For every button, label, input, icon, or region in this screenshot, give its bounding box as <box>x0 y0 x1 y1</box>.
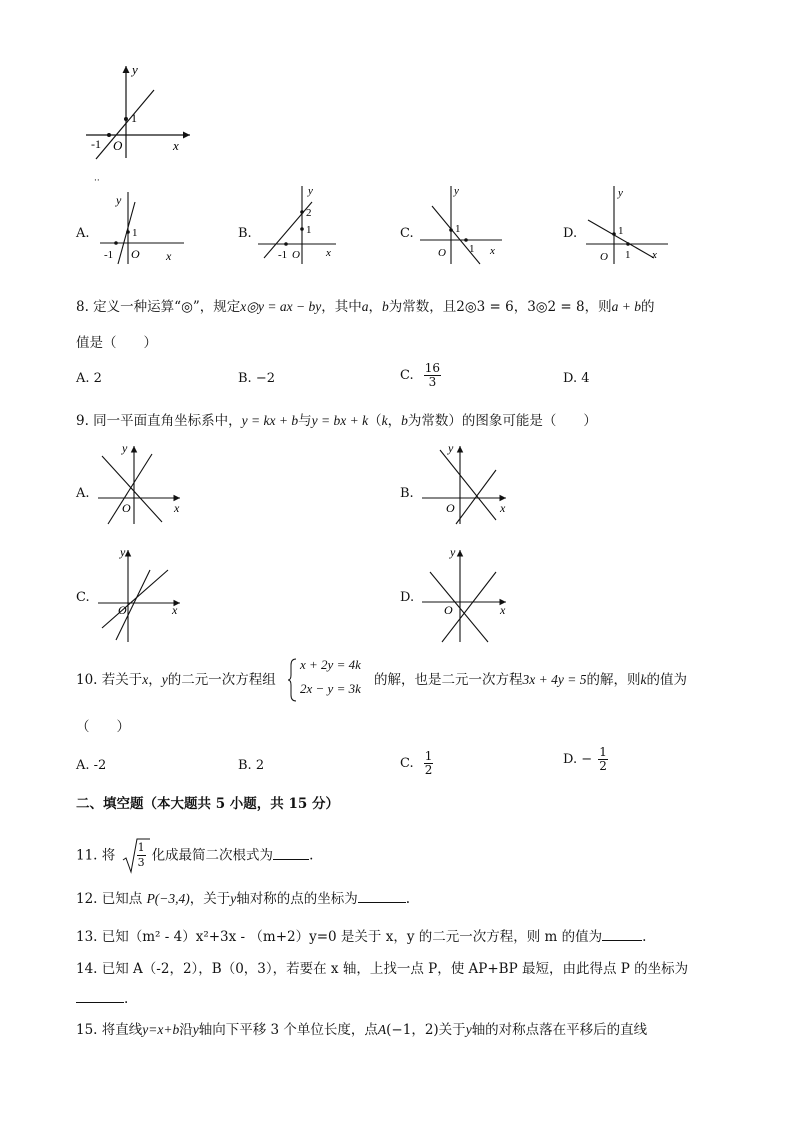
q11: 11. 将 $\frac{1}{3}$ 化成最简二次根式为 . <box>76 838 313 874</box>
q13: 13. 已知（m² - 4）x²+3x - （m+2）y=0 是关于 x，y 的二元一次方程，则 m 的值为 . <box>76 929 647 945</box>
q9-option-a-letter[interactable]: A. <box>76 486 90 501</box>
svg-text:y: y <box>116 193 122 207</box>
svg-text:x: x <box>652 249 657 261</box>
top-graph <box>80 60 200 160</box>
svg-text:1: 1 <box>618 225 624 237</box>
q10-stem: 10. 若关于x，y的二元一次方程组 <box>76 672 276 688</box>
svg-text:y: y <box>454 185 459 197</box>
q10-option-c[interactable]: C. $\frac{1}{2}$ <box>400 749 433 777</box>
svg-text:O: O <box>444 603 453 617</box>
svg-text:y: y <box>450 545 456 559</box>
q9-option-c-letter[interactable]: C. <box>76 590 90 605</box>
q7-option-b-letter[interactable]: B. <box>238 226 252 241</box>
svg-text:2: 2 <box>306 207 312 219</box>
q7-option-a-letter[interactable]: A. <box>76 226 90 241</box>
q10-option-b[interactable]: B. 2 <box>238 758 265 773</box>
svg-text:y: y <box>122 441 128 455</box>
svg-text:y: y <box>308 185 313 197</box>
q8-option-d[interactable]: D. 4 <box>563 371 590 386</box>
q9-option-d-graph <box>418 544 518 644</box>
svg-text:O: O <box>446 501 455 515</box>
svg-text:-1: -1 <box>104 249 114 261</box>
q7-option-c-letter[interactable]: C. <box>400 226 414 241</box>
svg-text:x: x <box>500 603 506 617</box>
svg-text:x: x <box>172 603 178 617</box>
svg-text:x: x <box>166 249 172 263</box>
q9-option-b-letter[interactable]: B. <box>400 486 414 501</box>
svg-text:-1: -1 <box>278 249 288 261</box>
q8-option-c[interactable]: C. $\frac{16}{3}$ <box>400 361 441 389</box>
svg-text:O: O <box>131 247 140 261</box>
svg-text:O: O <box>600 251 608 263</box>
q10-option-a[interactable]: A. -2 <box>76 758 107 773</box>
svg-text:1: 1 <box>469 243 475 255</box>
q9-option-b-graph <box>418 440 518 526</box>
svg-text:1: 1 <box>625 249 631 261</box>
q10-stem-line2: （ ） <box>76 719 130 735</box>
svg-text:y: y <box>448 441 454 455</box>
tick-label: -1 <box>91 137 101 151</box>
svg-text:O: O <box>118 603 127 617</box>
svg-text:O: O <box>122 501 131 515</box>
stray-mark: ·· <box>94 176 100 186</box>
q7-option-b-graph <box>256 182 341 264</box>
q10-option-d[interactable]: D. − $\frac{1}{2}$ <box>563 745 607 773</box>
q15: 15. 将直线y=x+b沿y轴向下平移 3 个单位长度，点A(−1，2)关于y轴的对称点落在平移后的直线 <box>76 1022 648 1038</box>
q12: 12. 已知点 P(−3,4)，关于y轴对称的点的坐标为 . <box>76 891 411 907</box>
svg-text:O: O <box>292 249 300 261</box>
svg-text:1: 1 <box>306 224 312 236</box>
svg-text:1: 1 <box>455 223 461 235</box>
svg-text:x: x <box>490 245 495 257</box>
tick-label: 1 <box>131 111 137 125</box>
svg-text:y: y <box>618 187 623 199</box>
q9-option-a-graph <box>94 440 194 526</box>
svg-text:x: x <box>500 501 506 515</box>
q7-option-a-graph <box>98 188 188 266</box>
q10-stem-b: 的解，也是二元一次方程3x + 4y = 5的解，则k的值为 <box>374 672 687 688</box>
svg-text:x: x <box>326 247 331 259</box>
q14: 14. 已知 A（-2，2），B（0，3），若要在 x 轴，上找一点 P，使 AP+BP 最短，由此得点 P 的坐标为 <box>76 961 689 977</box>
svg-text:x: x <box>174 501 180 515</box>
axis-y-label: y <box>132 62 138 77</box>
q8-stem: 8. 定义一种运算“◎”，规定x◎y = ax − by，其中a，b为常数，且2◎3 = 6，3◎2 = 8，则a + b的 <box>76 299 655 315</box>
brace <box>288 657 298 703</box>
svg-text:O: O <box>438 247 446 259</box>
q8-option-b[interactable]: B. −2 <box>238 371 275 386</box>
svg-text:1: 1 <box>132 227 138 239</box>
origin-label: O <box>113 138 123 153</box>
section-heading: 二、填空题（本大题共 5 小题，共 15 分） <box>76 796 339 812</box>
q14-line2: . <box>76 990 128 1008</box>
q9-option-d-letter[interactable]: D. <box>400 590 415 605</box>
q9-stem: 9. 同一平面直角坐标系中，y = kx + b与y = bx + k（k，b为常数）的图象可能是（ ） <box>76 413 597 429</box>
q8-stem-line2: 值是（ ） <box>76 335 157 351</box>
axis-x-label: x <box>173 138 179 153</box>
q7-option-c-graph <box>418 182 508 266</box>
q8-option-a[interactable]: A. 2 <box>76 371 102 386</box>
q9-option-c-graph <box>94 544 194 644</box>
svg-text:y: y <box>120 545 126 559</box>
q7-option-d-letter[interactable]: D. <box>563 226 578 241</box>
q7-option-d-graph <box>584 182 674 266</box>
